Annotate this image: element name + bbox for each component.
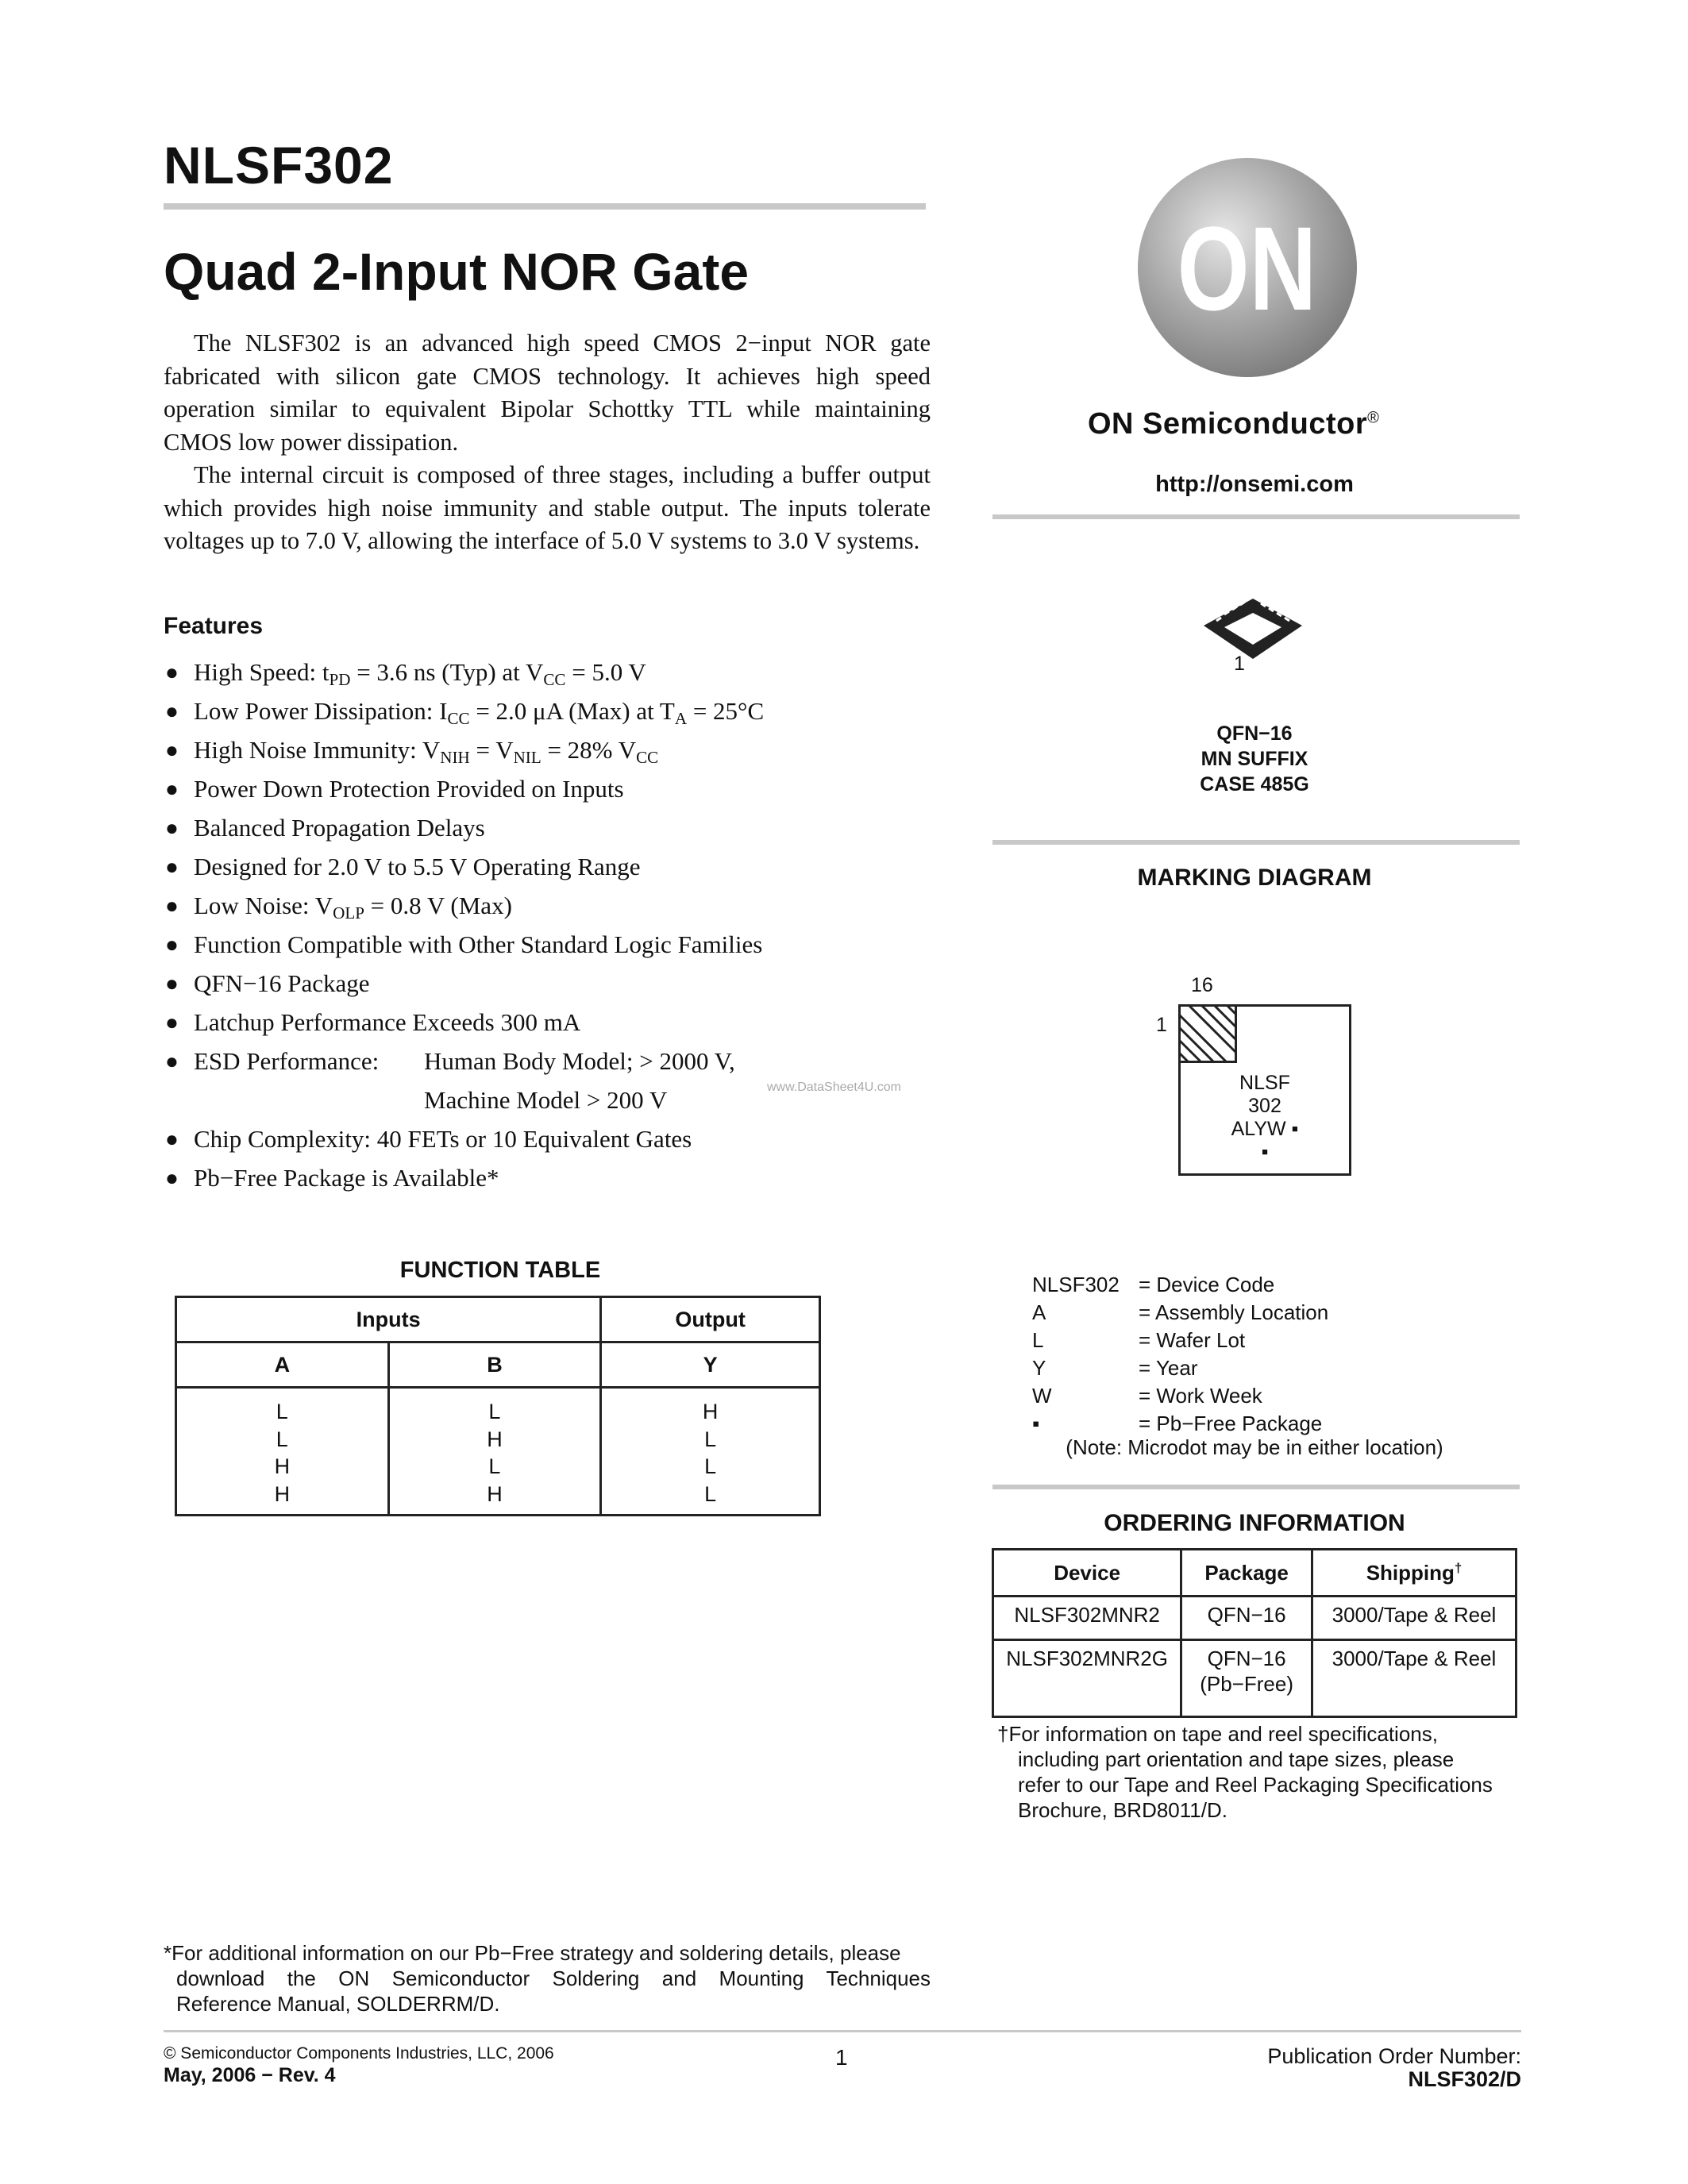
bullet-icon: ● (165, 1010, 179, 1034)
ordering-table (992, 1548, 1517, 1718)
package-pin-1-label: 1 (1234, 653, 1245, 675)
feature-item: ● Latchup Performance Exceeds 300 mA (164, 1003, 942, 1042)
marking-diagram-title: MARKING DIAGRAM (1137, 865, 1372, 891)
column-y-header: Y (601, 1342, 820, 1388)
package-column-header: Package (1181, 1550, 1312, 1597)
marking-pin-16: 16 (1191, 974, 1213, 996)
column-a-header: A (176, 1342, 389, 1388)
date-revision: May, 2006 − Rev. 4 (164, 2064, 336, 2086)
bullet-icon: ● (165, 854, 179, 879)
legend-row: W = Work Week (1032, 1384, 1262, 1408)
part-number-title: NLSF302 (164, 136, 394, 195)
bullet-icon: ● (165, 815, 179, 840)
column-a-values: L L H H (176, 1388, 389, 1516)
on-semiconductor-logo (1135, 156, 1359, 379)
document-subtitle: Quad 2-Input NOR Gate (164, 242, 750, 301)
bullet-icon: ● (165, 738, 179, 762)
bullet-icon: ● (165, 932, 179, 957)
copyright: © Semiconductor Components Industries, LLC, 2006 (164, 2044, 554, 2063)
features-list (164, 653, 942, 1197)
feature-item: ● Balanced Propagation Delays (164, 808, 942, 847)
column-b-header: B (388, 1342, 601, 1388)
feature-item: ● Power Down Protection Provided on Inputs (164, 769, 942, 808)
right-divider (992, 1485, 1520, 1489)
svg-text:ON: ON (1177, 201, 1317, 336)
legend-note: (Note: Microdot may be in either location) (1066, 1435, 1443, 1459)
feature-item: ● Low Noise: $V_{OLP} = 0.8$ V (Max) (164, 886, 942, 925)
feature-item: ● Chip Complexity: 40 FETs or 10 Equivalent Gates (164, 1119, 942, 1158)
right-divider (992, 840, 1520, 845)
bullet-icon: ● (165, 1049, 179, 1073)
marking-text: NLSF 302 ALYW ▪ ▪ (1231, 1072, 1299, 1163)
footer-divider (164, 2030, 1521, 2032)
feature-item: ● QFN−16 Package (164, 964, 942, 1003)
bullet-icon: ● (165, 699, 179, 723)
bullet-icon: ● (165, 971, 179, 996)
legend-row: L = Wafer Lot (1032, 1328, 1246, 1352)
function-table (175, 1296, 821, 1516)
device-column-header: Device (993, 1550, 1181, 1597)
feature-item: ● Designed for 2.0 V to 5.5 V Operating Range (164, 847, 942, 886)
bullet-icon: ● (165, 660, 179, 684)
pin1-hatch-icon (1178, 1004, 1237, 1063)
legend-row: A = Assembly Location (1032, 1300, 1329, 1324)
output-group-header: Output (601, 1297, 820, 1342)
features-heading: Features (164, 613, 264, 639)
column-y-values: H L L L (601, 1388, 820, 1516)
table-row: NLSF302MNR2G QFN−16 (Pb−Free) 3000/Tape & Reel (993, 1640, 1517, 1717)
shipping-footnote: †For information on tape and reel specifications, including part orientation and tape sizes, please refer to our Tape and Reel Packaging Specifications Brochure, BRD8011/D. (997, 1722, 1493, 1822)
legend-row: Y = Year (1032, 1356, 1198, 1380)
right-divider (992, 514, 1520, 519)
table-row: NLSF302MNR2 QFN−16 3000/Tape & Reel (993, 1597, 1517, 1640)
bullet-icon: ● (165, 1165, 179, 1190)
company-name: ON Semiconductor® (1088, 407, 1380, 441)
function-table-title: FUNCTION TABLE (399, 1258, 601, 1283)
bullet-icon: ● (165, 1127, 179, 1151)
feature-item: ● Low Power Dissipation: $I_{CC} = 2.0$ μA (Max) at $T_A = 25^\circ C$ (164, 691, 942, 730)
feature-item: ● ESD Performance: Human Body Model; > 2000 V, Machine Model > 200 V (164, 1042, 942, 1119)
publication-number: NLSF302/D (1408, 2067, 1521, 2091)
company-url[interactable]: http://onsemi.com (1155, 472, 1354, 497)
column-b-values: L H L H (388, 1388, 601, 1516)
feature-item: ● Function Compatible with Other Standard Logic Families (164, 925, 942, 964)
legend-row: ▪ = Pb−Free Package (1032, 1412, 1323, 1435)
inputs-group-header: Inputs (176, 1297, 601, 1342)
description-paragraph-2: The internal circuit is composed of three stages, including a buffer output which provides high noise immunity and stable output. The inputs tolerate voltages up to 7.0 V, allowing the interface of 5.0 V systems to 3.0 V systems. (164, 461, 931, 554)
shipping-column-header: Shipping† (1312, 1550, 1516, 1597)
qfn-package-icon (1202, 597, 1304, 661)
bullet-icon: ● (165, 776, 179, 801)
title-divider (164, 203, 926, 210)
watermark: www.DataSheet4U.com (767, 1080, 901, 1094)
marking-legend (1032, 1271, 1328, 1438)
pb-free-footnote: *For additional information on our Pb−Free strategy and soldering details, please download the ON Semiconductor Soldering and Mounting Techniques Reference Manual, SOLDERRM/D. (164, 1941, 931, 2016)
marking-pin-1: 1 (1156, 1014, 1167, 1036)
feature-item: ● High Speed: $t_{PD} = 3.6$ ns (Typ) at $V_{CC} = 5.0$ V (164, 653, 942, 691)
ordering-information-title: ORDERING INFORMATION (1104, 1510, 1405, 1536)
legend-row: NLSF302 = Device Code (1032, 1273, 1275, 1296)
bullet-icon: ● (165, 893, 179, 918)
publication-label: Publication Order Number: (1267, 2044, 1521, 2068)
description-paragraph-1: The NLSF302 is an advanced high speed CMOS 2−input NOR gate fabricated with silicon gate CMOS technology. It achieves high speed operation similar to equivalent Bipolar Schottky TTL while maintaining CMOS low power dissipation. (164, 329, 931, 456)
page-number: 1 (835, 2045, 848, 2070)
feature-item: ● Pb−Free Package is Available* (164, 1158, 942, 1197)
package-info: QFN−16 MN SUFFIX CASE 485G (1200, 722, 1309, 795)
feature-item: ● High Noise Immunity: $V_{NIH} = V_{NIL} = 28\%$ $V_{CC}$ (164, 730, 942, 769)
